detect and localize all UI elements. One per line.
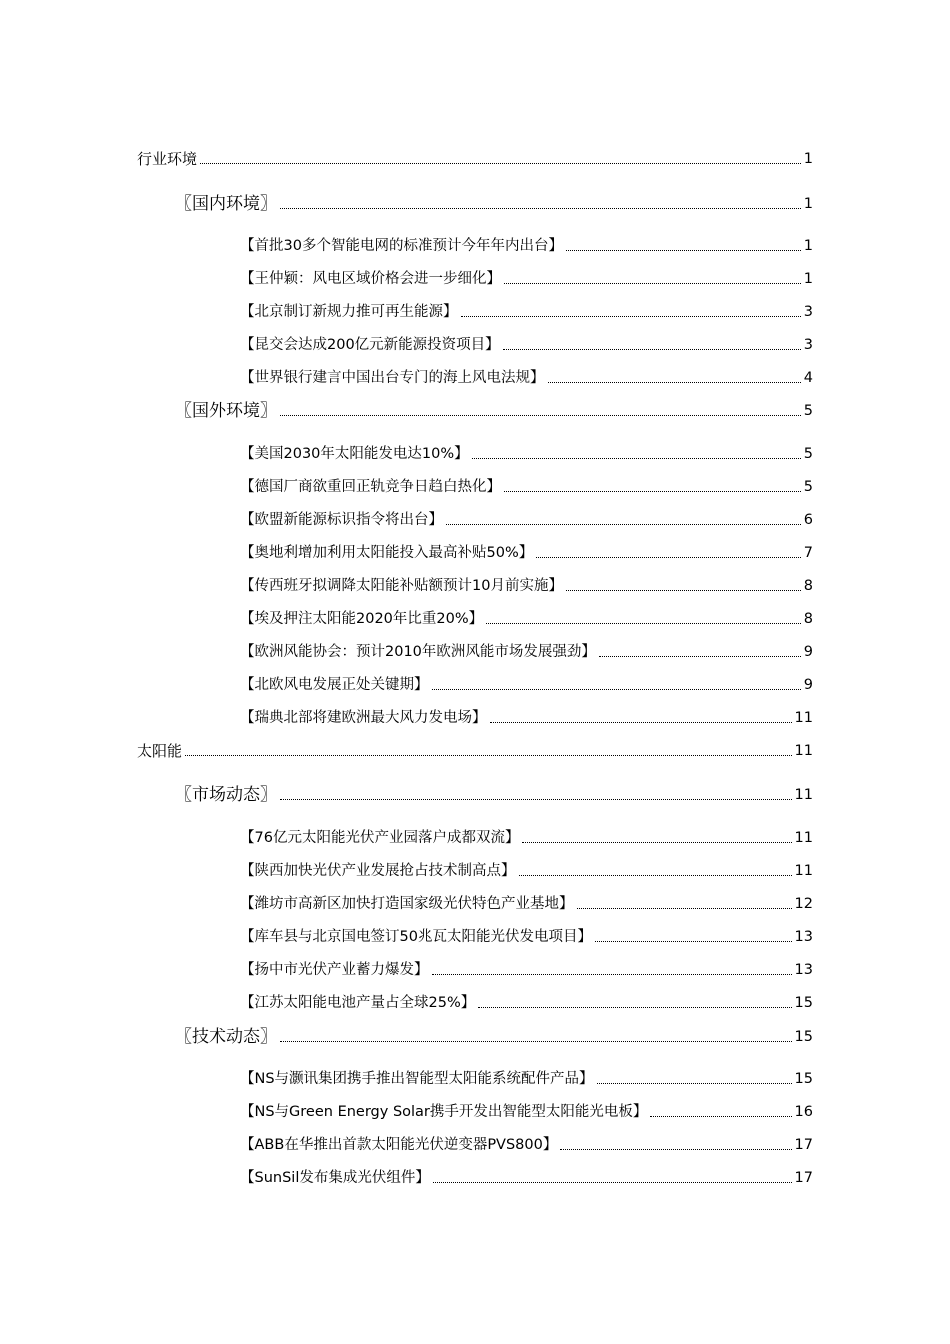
toc-entry-title: 〖国外环境〗 [175, 401, 277, 421]
toc-entry-title: 【欧盟新能源标识指令将出台】 [240, 512, 443, 528]
toc-entry-level-3[interactable] [240, 607, 813, 629]
toc-dot-leader [595, 941, 792, 942]
toc-entry-page-number: 4 [803, 370, 813, 386]
toc-entry-level-3[interactable] [240, 300, 813, 322]
toc-dot-leader [503, 349, 801, 350]
toc-entry-title: 【北京制订新规力推可再生能源】 [240, 304, 458, 320]
toc-dot-leader [650, 1116, 791, 1117]
toc-entry-level-2[interactable] [175, 192, 813, 214]
toc-dot-leader [446, 524, 801, 525]
toc-entry-level-2[interactable] [175, 783, 813, 805]
toc-entry-page-number: 11 [794, 787, 813, 803]
toc-entry-title: 〖技术动态〗 [175, 1027, 277, 1047]
toc-entry-page-number: 5 [803, 479, 813, 495]
toc-entry-level-3[interactable] [240, 1133, 813, 1155]
toc-entry-level-3[interactable] [240, 508, 813, 530]
toc-entry-title: 太阳能 [137, 742, 183, 760]
toc-dot-leader [577, 908, 792, 909]
toc-entry-level-3[interactable] [240, 991, 813, 1013]
toc-entry-level-3[interactable] [240, 892, 813, 914]
toc-entry-title: 【传西班牙拟调降太阳能补贴额预计10月前实施】 [240, 578, 563, 594]
toc-entry-level-2[interactable] [175, 399, 813, 421]
toc-entry-level-3[interactable] [240, 333, 813, 355]
toc-entry-page-number: 13 [794, 929, 813, 945]
toc-entry-level-3[interactable] [240, 366, 813, 388]
toc-dot-leader [200, 163, 801, 164]
toc-entry-level-3[interactable] [240, 826, 813, 848]
toc-entry-title: 【扬中市光伏产业蓄力爆发】 [240, 962, 429, 978]
toc-entry-level-3[interactable] [240, 234, 813, 256]
toc-dot-leader [280, 208, 801, 209]
toc-entry-page-number: 3 [803, 304, 813, 320]
toc-entry-title: 【ABB在华推出首款太阳能光伏逆变器PVS800】 [240, 1137, 558, 1153]
toc-entry-page-number: 15 [794, 1071, 813, 1087]
toc-entry-page-number: 5 [803, 403, 813, 419]
toc-entry-page-number: 1 [803, 238, 813, 254]
toc-entry-page-number: 8 [803, 578, 813, 594]
toc-entry-level-3[interactable] [240, 1067, 813, 1089]
toc-dot-leader [478, 1007, 791, 1008]
toc-entry-page-number: 8 [803, 611, 813, 627]
toc-entry-title: 【江苏太阳能电池产量占全球25%】 [240, 995, 476, 1011]
toc-entry-page-number: 11 [794, 710, 813, 726]
toc-entry-level-3[interactable] [240, 475, 813, 497]
toc-dot-leader [432, 974, 792, 975]
toc-dot-leader [185, 755, 792, 756]
toc-entry-level-2[interactable] [175, 1025, 813, 1047]
toc-entry-title: 【埃及押注太阳能2020年比重20%】 [240, 611, 484, 627]
toc-dot-leader [472, 458, 801, 459]
toc-dot-leader [433, 1182, 792, 1183]
toc-entry-page-number: 11 [794, 863, 813, 879]
toc-entry-level-3[interactable] [240, 541, 813, 563]
toc-entry-page-number: 1 [803, 271, 813, 287]
toc-entry-level-1[interactable] [137, 147, 813, 169]
toc-dot-leader [536, 557, 801, 558]
toc-entry-title: 【首批30多个智能电网的标准预计今年年内出台】 [240, 238, 563, 254]
toc-entry-title: 〖市场动态〗 [175, 785, 277, 805]
toc-entry-page-number: 1 [803, 196, 813, 212]
toc-entry-page-number: 12 [794, 896, 813, 912]
toc-entry-page-number: 5 [803, 446, 813, 462]
toc-dot-leader [599, 656, 801, 657]
toc-entry-title: 【SunSil发布集成光伏组件】 [240, 1170, 430, 1186]
toc-entry-title: 【王仲颖：风电区域价格会进一步细化】 [240, 271, 501, 287]
toc-dot-leader [566, 590, 801, 591]
toc-entry-title: 【世界银行建言中国出台专门的海上风电法规】 [240, 370, 545, 386]
toc-entry-level-3[interactable] [240, 574, 813, 596]
toc-entry-title: 〖国内环境〗 [175, 194, 277, 214]
toc-dot-leader [486, 623, 801, 624]
toc-entry-title: 【欧洲风能协会：预计2010年欧洲风能市场发展强劲】 [240, 644, 596, 660]
toc-entry-page-number: 1 [803, 151, 813, 167]
toc-dot-leader [566, 250, 801, 251]
toc-entry-level-3[interactable] [240, 640, 813, 662]
toc-entry-title: 【陕西加快光伏产业发展抢占技术制高点】 [240, 863, 516, 879]
toc-entry-page-number: 9 [803, 677, 813, 693]
toc-entry-page-number: 17 [794, 1170, 813, 1186]
toc-entry-title: 【昆交会达成200亿元新能源投资项目】 [240, 337, 500, 353]
toc-entry-title: 【瑞典北部将建欧洲最大风力发电场】 [240, 710, 487, 726]
toc-dot-leader [280, 415, 801, 416]
toc-dot-leader [522, 842, 791, 843]
toc-entry-page-number: 11 [794, 830, 813, 846]
toc-dot-leader [504, 491, 801, 492]
toc-entry-page-number: 17 [794, 1137, 813, 1153]
toc-entry-page-number: 6 [803, 512, 813, 528]
toc-entry-title: 【北欧风电发展正处关键期】 [240, 677, 429, 693]
toc-entry-title: 【美国2030年太阳能发电达10%】 [240, 446, 469, 462]
toc-entry-title: 【76亿元太阳能光伏产业园落户成都双流】 [240, 830, 520, 846]
toc-entry-page-number: 7 [803, 545, 813, 561]
toc-entry-level-3[interactable] [240, 1166, 813, 1188]
toc-entry-level-3[interactable] [240, 859, 813, 881]
toc-entry-page-number: 15 [794, 1029, 813, 1045]
toc-dot-leader [504, 283, 801, 284]
toc-dot-leader [490, 722, 792, 723]
toc-entry-title: 【库车县与北京国电签订50兆瓦太阳能光伏发电项目】 [240, 929, 592, 945]
toc-dot-leader [280, 799, 792, 800]
toc-entry-page-number: 13 [794, 962, 813, 978]
toc-entry-page-number: 3 [803, 337, 813, 353]
toc-entry-level-3[interactable] [240, 1100, 813, 1122]
toc-entry-title: 行业环境 [137, 150, 198, 168]
toc-entry-level-3[interactable] [240, 706, 813, 728]
toc-entry-title: 【潍坊市高新区加快打造国家级光伏特色产业基地】 [240, 896, 574, 912]
toc-dot-leader [519, 875, 792, 876]
toc-entry-level-3[interactable] [240, 925, 813, 947]
toc-dot-leader [560, 1149, 791, 1150]
toc-entry-page-number: 11 [794, 743, 813, 759]
toc-entry-title: 【NS与灏讯集团携手推出智能型太阳能系统配件产品】 [240, 1071, 594, 1087]
toc-entry-title: 【NS与Green Energy Solar携手开发出智能型太阳能光电板】 [240, 1104, 648, 1120]
toc-entry-page-number: 16 [794, 1104, 813, 1120]
toc-dot-leader [461, 316, 801, 317]
toc-entry-level-3[interactable] [240, 673, 813, 695]
toc-entry-title: 【奥地利增加利用太阳能投入最高补贴50%】 [240, 545, 534, 561]
toc-entry-level-3[interactable] [240, 267, 813, 289]
toc-entry-page-number: 9 [803, 644, 813, 660]
toc-entry-level-3[interactable] [240, 442, 813, 464]
toc-dot-leader [280, 1041, 792, 1042]
toc-entry-title: 【德国厂商欲重回正轨竞争日趋白热化】 [240, 479, 501, 495]
toc-entry-level-1[interactable] [137, 739, 813, 761]
toc-entry-level-3[interactable] [240, 958, 813, 980]
toc-entry-page-number: 15 [794, 995, 813, 1011]
toc-dot-leader [548, 382, 801, 383]
toc-dot-leader [597, 1083, 792, 1084]
toc-dot-leader [432, 689, 801, 690]
